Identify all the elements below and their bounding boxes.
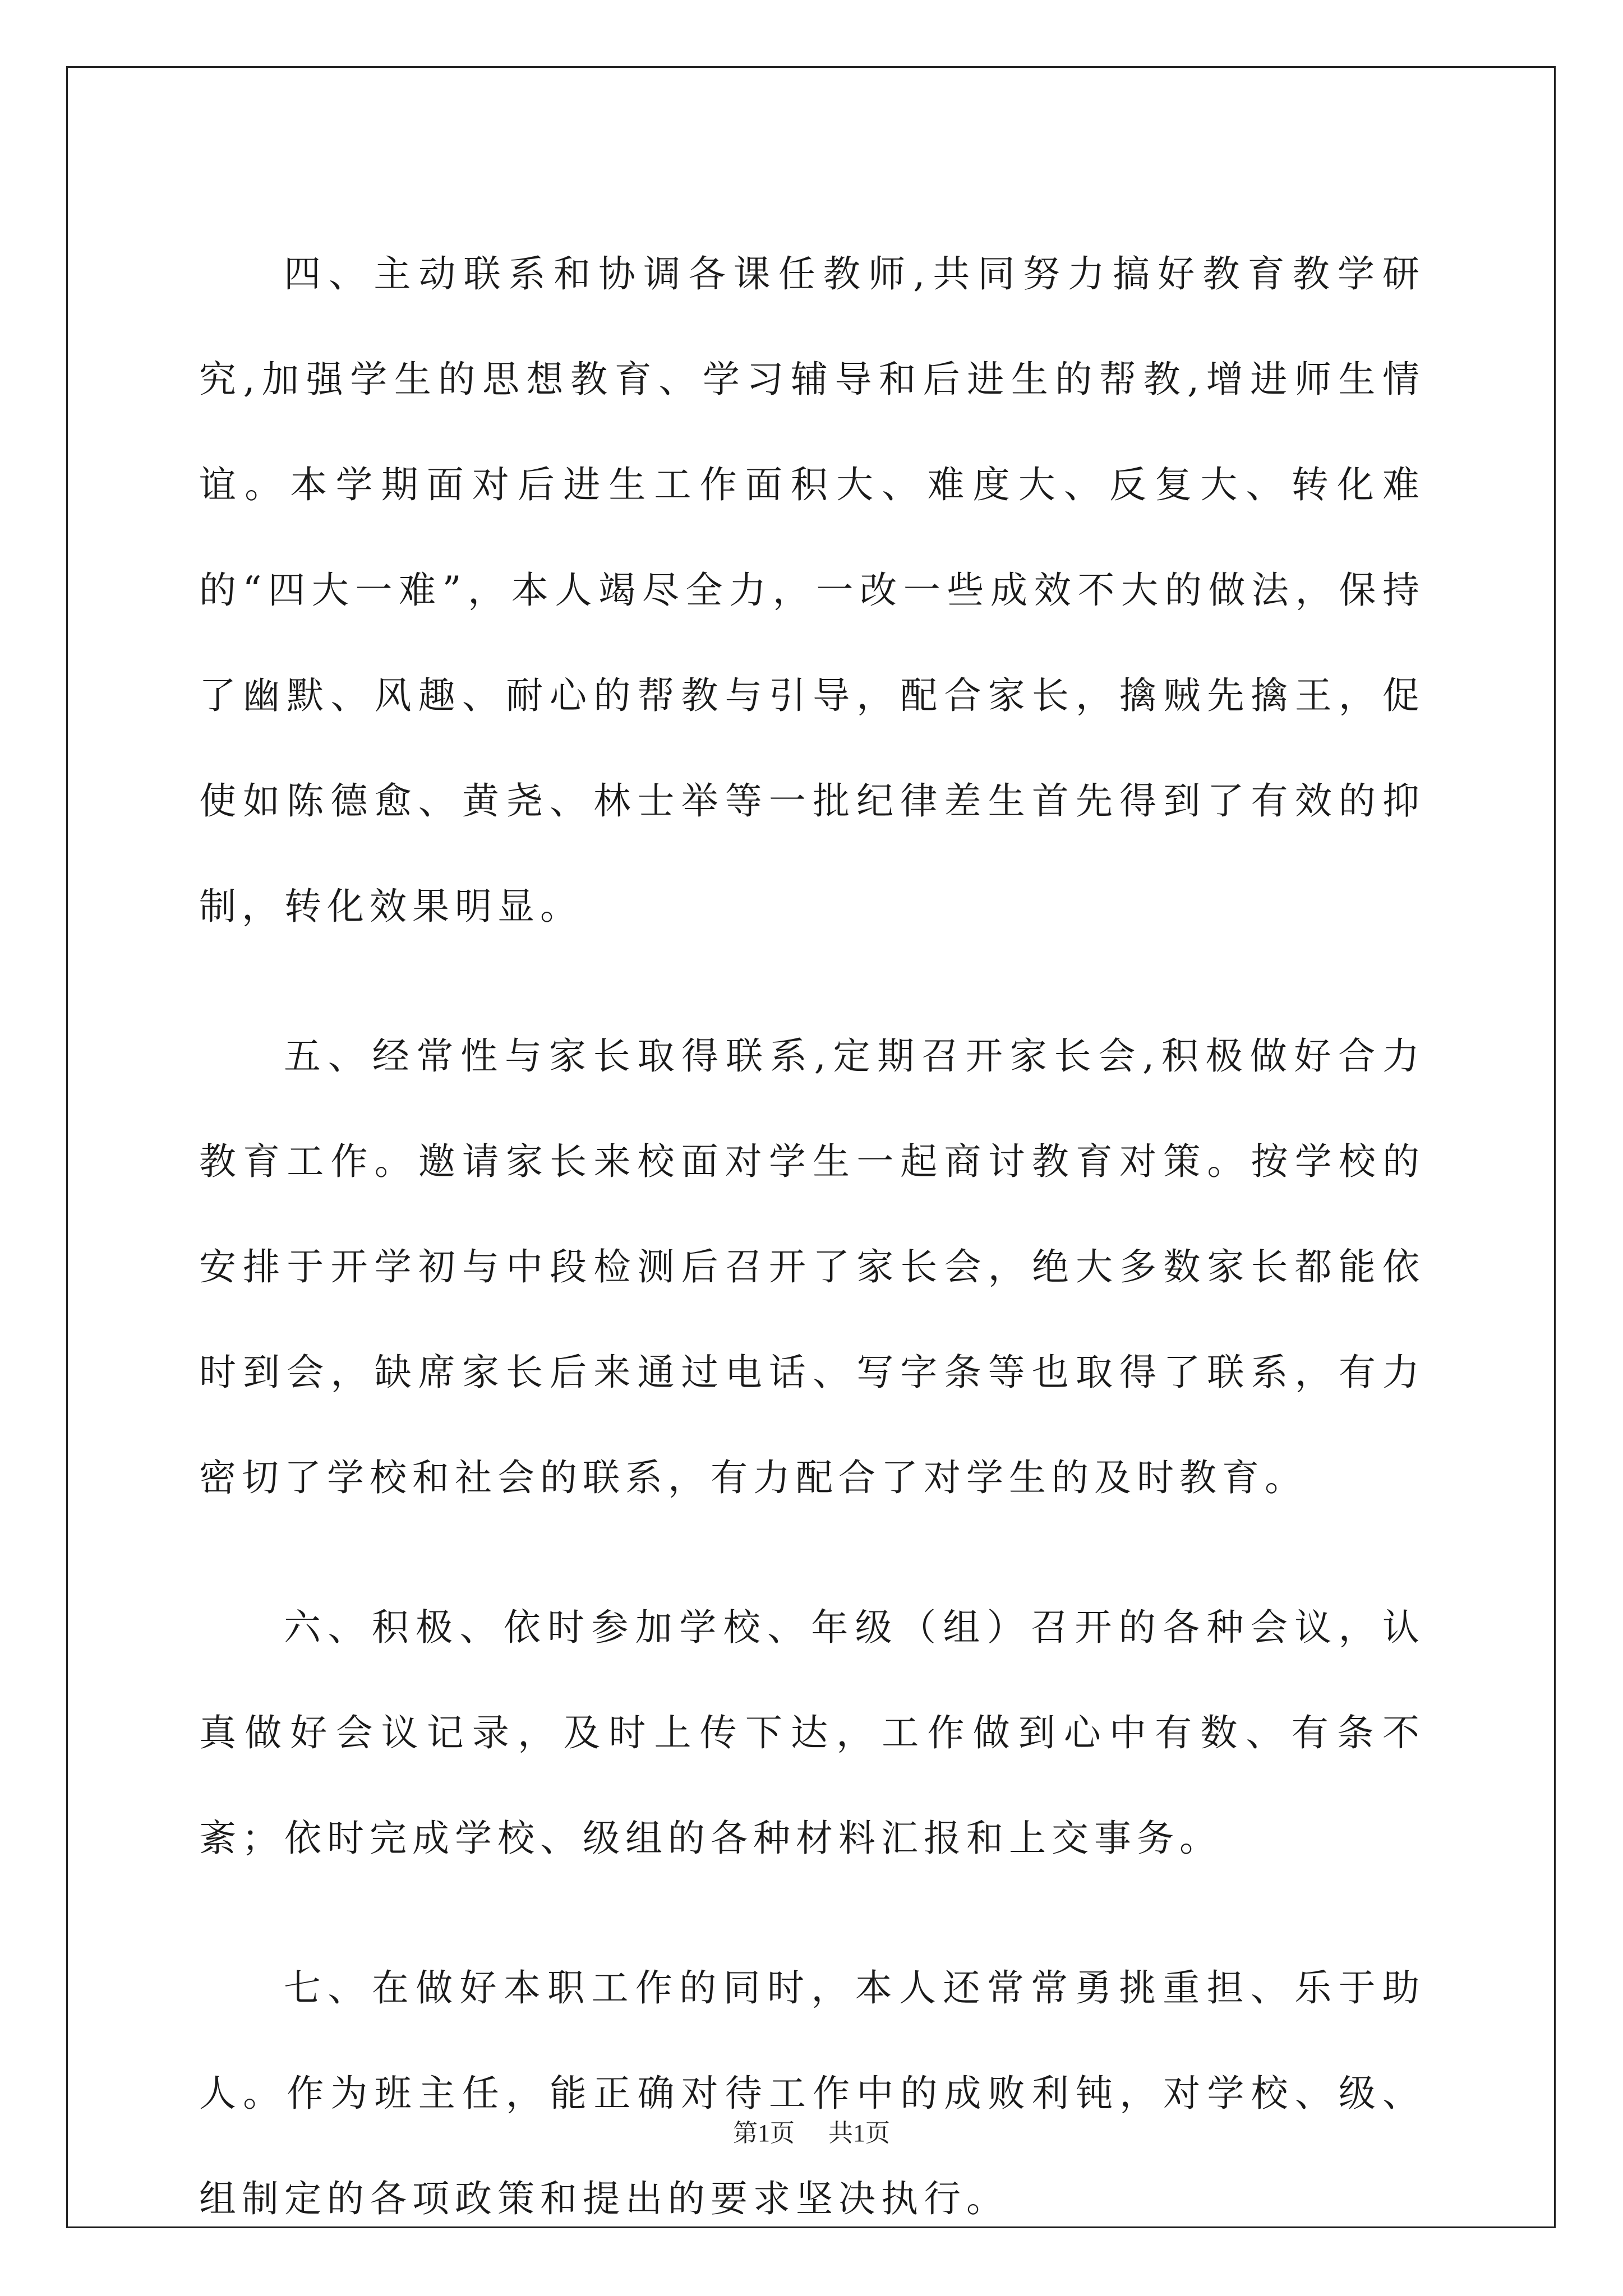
paragraph-5: 五、经常性与家长取得联系,定期召开家长会,积极做好合力教育工作。邀请家长来校面对学生一起商讨教育对策。按学校的安排于开学初与中段检测后召开了家长会，绝大多数家长都能依时到会，缺席家长后来通过电话、写字条等也取得了联系，有力密切了学校和社会的联系，有力配合了对学生的及时教育。 <box>199 1034 1425 1499</box>
paragraph-7: 七、在做好本职工作的同时，本人还常常勇挑重担、乐于助人。作为班主任，能正确对待工作中的成败利钝，对学校、级、组制定的各项政策和提出的要求坚决执行。 <box>199 1966 1425 2220</box>
page-number-current: 第1页 <box>733 2119 795 2147</box>
document-body <box>199 221 1425 2296</box>
paragraph-6: 六、积极、依时参加学校、年级（组）召开的各种会议，认真做好会议记录，及时上传下达，工作做到心中有数、有条不紊；依时完成学校、级组的各种材料汇报和上交事务。 <box>199 1606 1425 1860</box>
paragraph-4: 四、主动联系和协调各课任教师,共同努力搞好教育教学研究,加强学生的思想教育、学习辅导和后进生的帮教,增进师生情谊。本学期面对后进生工作面积大、难度大、反复大、转化难的“四大一难”，本人竭尽全力，一改一些成效不大的做法，保持了幽默、风趣、耐心的帮教与引导，配合家长，擒贼先擒王，促使如陈德愈、黄尧、林士举等一批纪律差生首先得到了有效的抑制，转化效果明显。 <box>199 252 1425 928</box>
page-number-total: 共1页 <box>828 2119 890 2147</box>
page-footer <box>0 2117 1623 2150</box>
